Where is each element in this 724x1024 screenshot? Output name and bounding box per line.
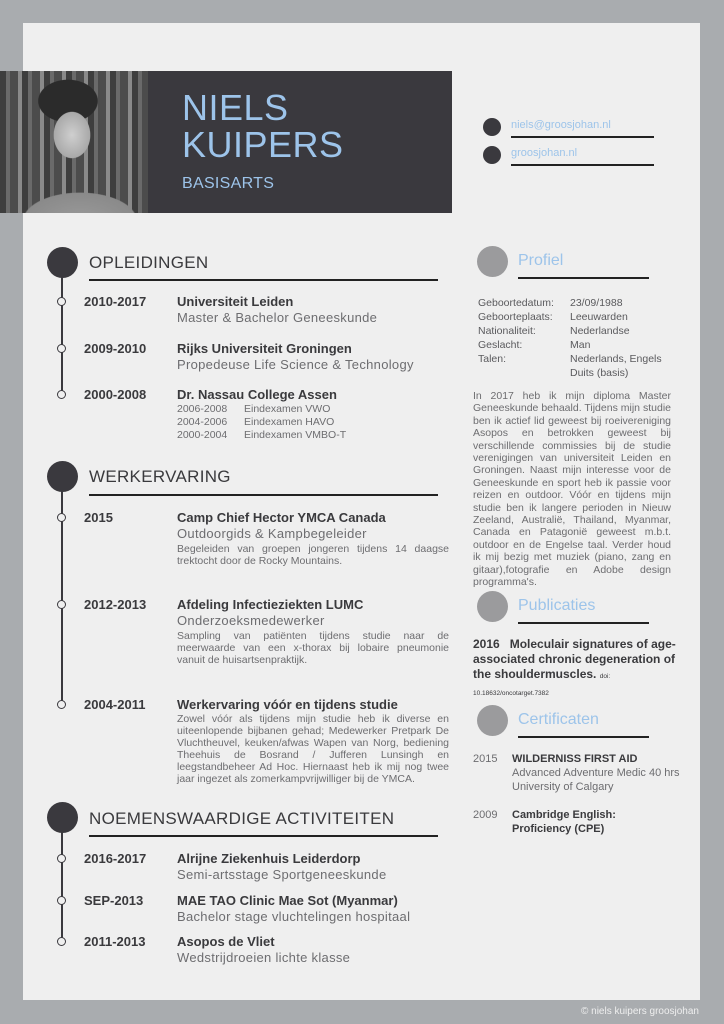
section-title-publications: Publicaties: [518, 597, 596, 614]
section-title-activities: NOEMENSWAARDIGE ACTIVITEITEN: [89, 809, 395, 828]
section-title-experience: WERKERVARING: [89, 467, 231, 486]
first-name: NIELS: [182, 87, 289, 128]
item-org: Asopos de Vliet: [177, 934, 275, 949]
item-year: 2011-2013: [84, 934, 146, 949]
item-org: Rijks Universiteit Groningen: [177, 341, 352, 356]
section-divider: [518, 277, 649, 279]
item-org: Werkervaring vóór en tijdens studie: [177, 697, 398, 712]
section-divider: [89, 279, 438, 281]
timeline-dot-icon: [57, 600, 66, 609]
item-org: Dr. Nassau College Assen: [177, 387, 337, 402]
exam-row: [177, 403, 330, 415]
exam-row: [177, 416, 334, 428]
certificate-year: 2015: [473, 753, 498, 765]
item-year: 2000-2008: [84, 387, 147, 402]
publication-doi[interactable]: doi: 10.18632/oncotarget.7382: [473, 673, 611, 697]
timeline-dot-icon: [57, 297, 66, 306]
website-icon: [483, 146, 501, 164]
item-year: 2004-2011: [84, 697, 146, 712]
field-key: Geboorteplaats:: [478, 311, 553, 323]
field-key: Talen:: [478, 353, 507, 365]
exam-label: Eindexamen HAVO: [244, 416, 335, 428]
section-divider: [518, 622, 649, 624]
divider: [511, 164, 654, 166]
field-key: Geboortedatum:: [478, 297, 554, 309]
field-value: Man: [570, 339, 591, 351]
field-value: Nederlands, Engels: [570, 353, 662, 365]
item-year: 2009-2010: [84, 341, 147, 356]
item-subtitle: Semi-artsstage Sportgeneeskunde: [177, 867, 387, 882]
item-year: 2016-2017: [84, 851, 147, 866]
timeline-line: [61, 270, 63, 398]
website-link[interactable]: groosjohan.nl: [511, 147, 578, 159]
full-name: [182, 89, 344, 163]
publication-title: Moleculair signatures of age-associated chronic degeneration of the shouldermuscles.: [473, 637, 676, 681]
section-divider: [89, 494, 438, 496]
item-year: 2010-2017: [84, 294, 147, 309]
header-panel: [148, 71, 452, 213]
field-value: 23/09/1988: [570, 297, 623, 309]
section-divider: [89, 835, 438, 837]
publications-marker-icon: [477, 591, 508, 622]
item-org: Universiteit Leiden: [177, 294, 294, 309]
exam-year: 2006-2008: [177, 403, 228, 415]
item-subtitle: Master & Bachelor Geneeskunde: [177, 310, 378, 325]
email-link[interactable]: niels@groosjohan.nl: [511, 119, 611, 131]
item-org: MAE TAO Clinic Mae Sot (Myanmar): [177, 893, 398, 908]
exam-row: [177, 429, 346, 441]
copyright-footer: © niels kuipers groosjohan: [581, 1006, 699, 1017]
certificate-title: WILDERNISS FIRST AID: [512, 753, 638, 765]
contact-website[interactable]: [483, 146, 658, 166]
field-key: Nationaliteit:: [478, 325, 536, 337]
item-description: Begeleiden van groepen jongeren tijdens 14 daagse trektocht door de Rocky Mountains.: [177, 543, 449, 567]
field-value: Nederlandse: [570, 325, 630, 337]
item-subtitle: Wedstrijdroeien lichte klasse: [177, 950, 351, 965]
exam-label: Eindexamen VWO: [244, 403, 331, 415]
certificate-detail: University of Calgary: [512, 781, 614, 793]
profile-photo: [0, 71, 148, 213]
item-subtitle: Bachelor stage vluchtelingen hospitaal: [177, 909, 411, 924]
profile-bio: In 2017 heb ik mijn diploma Master Geneeskunde behaald. Tijdens mijn studie ben ik actief lid geweest bij roeivereniging Asopos en betrokken geweest bij verschillende commissies bij de studie verenigingen van universiteit Leiden en Groningen. Naast mijn interesse voor de Geneeskunde en sport heb ik passie voor reizen en outdoor. Vóór en tijdens mijn studie ben ik langere perioden in Nieuw Zeeland, Australië, Thailand, Myanmar, Canada en Patagonië geweest m.b.t. outdoor en de Engelse taal. Verder houd ik mij bezig met muziek (piano, zang en gitaar),fotografie en Adobe design programma's.: [473, 390, 671, 589]
timeline-dot-icon: [57, 513, 66, 522]
publication-year: 2016: [473, 637, 500, 651]
field-value: Duits (basis): [570, 367, 629, 379]
divider: [511, 136, 654, 138]
item-org: Afdeling Infectieziekten LUMC: [177, 597, 364, 612]
exam-label: Eindexamen VMBO-T: [244, 429, 347, 441]
section-title-profile: Profiel: [518, 252, 564, 269]
publication-item: [473, 637, 678, 701]
field-value: Leeuwarden: [570, 311, 628, 323]
timeline-dot-icon: [57, 344, 66, 353]
timeline-dot-icon: [57, 700, 66, 709]
last-name: KUIPERS: [182, 124, 344, 165]
timeline-dot-icon: [57, 937, 66, 946]
contact-email[interactable]: [483, 118, 658, 138]
timeline-line: [61, 826, 63, 941]
field-key: Geslacht:: [478, 339, 523, 351]
item-subtitle: Onderzoeksmedewerker: [177, 613, 325, 628]
timeline-dot-icon: [57, 390, 66, 399]
item-year: 2012-2013: [84, 597, 147, 612]
item-year: 2015: [84, 510, 113, 525]
item-year: SEP-2013: [84, 893, 144, 908]
exam-year: 2004-2006: [177, 416, 228, 428]
profile-marker-icon: [477, 246, 508, 277]
timeline-dot-icon: [57, 854, 66, 863]
section-divider: [518, 736, 649, 738]
certificate-year: 2009: [473, 809, 498, 821]
certificates-marker-icon: [477, 705, 508, 736]
item-org: Alrijne Ziekenhuis Leiderdorp: [177, 851, 361, 866]
item-org: Camp Chief Hector YMCA Canada: [177, 510, 386, 525]
exam-year: 2000-2004: [177, 429, 228, 441]
job-title: BASISARTS: [182, 175, 275, 192]
timeline-dot-icon: [57, 896, 66, 905]
email-icon: [483, 118, 501, 136]
item-description: Sampling van patiënten tijdens studie naar de meerwaarde van een x-thorax bij lobaire pneumonie vanuit de huisartsenpraktijk.: [177, 630, 449, 666]
section-title-certificates: Certificaten: [518, 711, 599, 728]
certificate-title: Cambridge English: Proficiency (CPE): [512, 809, 616, 835]
item-subtitle: Outdoorgids & Kampbegeleider: [177, 526, 367, 541]
section-title-education: OPLEIDINGEN: [89, 253, 209, 272]
item-subtitle: Propedeuse Life Science & Technology: [177, 357, 414, 372]
certificate-detail: Advanced Adventure Medic 40 hrs: [512, 767, 680, 779]
item-description: Zowel vóór als tijdens mijn studie heb ik diverse en uiteenlopende bijbanen gehad; Medewerker Pretpark De Vluchtheuvel, keuken/afwas Wapen van Norg, bediening Theehuis de Bosrand / Jufferen Lunsingh en leegstandbeheer Ad Hoc. Hiernaast heb ik mij nog twee jaar ingezet als zomerkampvrijwilliger bij de YMCA.: [177, 713, 449, 785]
